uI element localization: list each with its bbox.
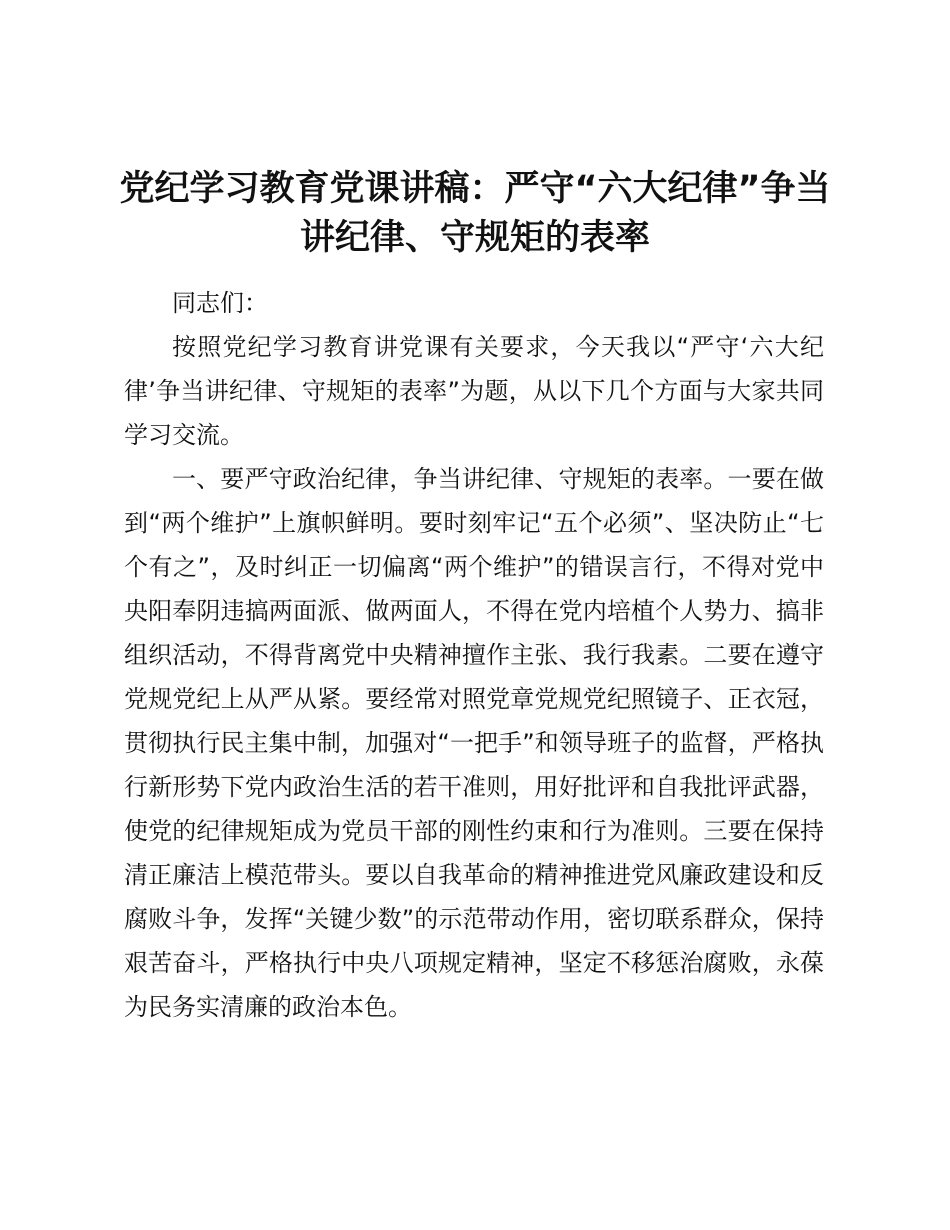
salutation: 同志们： bbox=[172, 289, 268, 317]
paragraph-section-1: 一、要严守政治纪律，争当讲纪律、守规矩的表率。一要在做到“两个维护”上旗帜鲜明。要时刻牢记“五个必须”、坚决防止“七个有之”，及时纠正一切偏离“两个维护”的错误言行，不得对党中央阳奉阴违搞两面派、做两面人，不得在党内培植个人势力、搞非组织活动，不得背离党中央精神擅作主张、我行我素。二要在遵守党规党纪上从严从紧。要经常对照党章党规党纪照镜子、正衣冠，贯彻执行民主集中制，加强对“一把手”和领导班子的监督，严格执行新形势下党内政治生活的若干准则，用好批评和自我批评武器，使党的纪律规矩成为党员干部的刚性约束和行为准则。三要在保持清正廉洁上模范带头。要以自我革命的精神推进党风廉政建设和反腐败斗争，发挥“关键少数”的示范带动作用，密切联系群众，保持艰苦奋斗，严格执行中央八项规定精神，坚定不移惩治腐败，永葆为民务实清廉的政治本色。 bbox=[124, 465, 824, 1021]
document-body bbox=[124, 281, 824, 1029]
paragraph-intro: 按照党纪学习教育讲党课有关要求，今天我以“严守‘六大纪律’争当讲纪律、守规矩的表率”为题，从以下几个方面与大家共同学习交流。 bbox=[124, 333, 824, 449]
document-title-line-2: 讲纪律、守规矩的表率 bbox=[299, 218, 650, 258]
document-title-line-1: 党纪学习教育党课讲稿：严守“六大纪律”争当 bbox=[119, 169, 831, 209]
